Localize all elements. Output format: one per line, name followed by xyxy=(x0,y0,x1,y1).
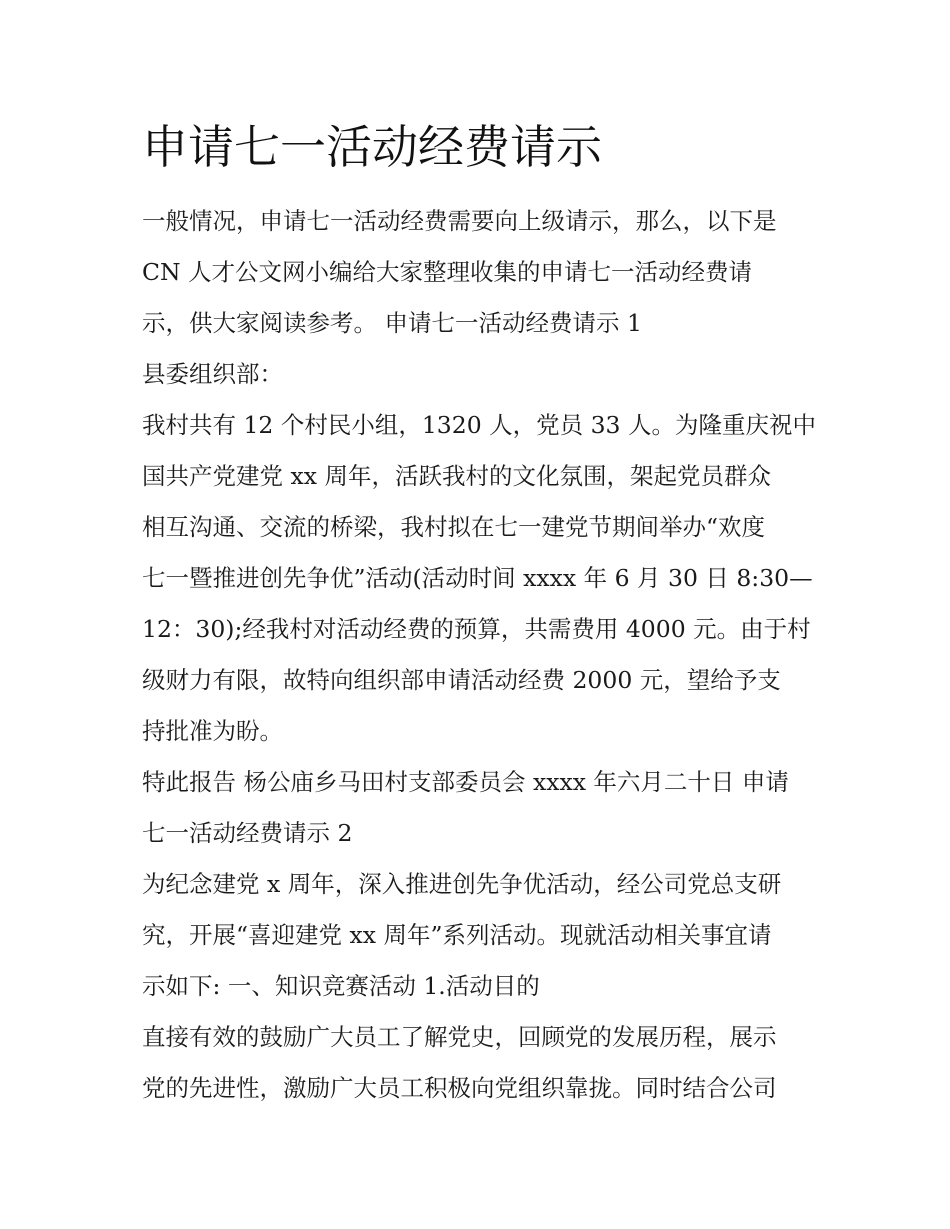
body-line: 究，开展“喜迎建党 xx 周年”系列活动。现就活动相关事宜请 xyxy=(142,921,772,949)
document-body xyxy=(142,196,822,1114)
body-line: 七一暨推进创先争优”活动(活动时间 xxxx 年 6 月 30 日 8:30— xyxy=(142,564,813,592)
body-line: 我村共有 12 个村民小组，1320 人，党员 33 人。为隆重庆祝中 xyxy=(142,411,816,439)
body-line: 持批准为盼。 xyxy=(142,717,283,745)
body-line: 为纪念建党 x 周年，深入推进创先争优活动，经公司党总支研 xyxy=(142,870,782,898)
body-line: 级财力有限，故特向组织部申请活动经费 2000 元，望给予支 xyxy=(142,666,781,694)
body-line: 国共产党建党 xx 周年，活跃我村的文化氛围，架起党员群众 xyxy=(142,462,771,490)
body-line: 12：30);经我村对活动经费的预算，共需费用 4000 元。由于村 xyxy=(142,615,811,643)
body-line: 七一活动经费请示 2 xyxy=(142,819,353,847)
body-line: 示如下: 一、知识竞赛活动 1.活动目的 xyxy=(142,972,540,1000)
body-line: 一般情况，申请七一活动经费需要向上级请示，那么，以下是 xyxy=(142,207,777,235)
body-line: CN 人才公文网小编给大家整理收集的申请七一活动经费请 xyxy=(142,258,753,286)
body-line: 示，供大家阅读参考。 申请七一活动经费请示 1 xyxy=(142,309,642,337)
body-line: 党的先进性，激励广大员工积极向党组织靠拢。同时结合公司 xyxy=(142,1074,777,1102)
body-line: 相互沟通、交流的桥梁，我村拟在七一建党节期间举办“欢度 xyxy=(142,513,766,541)
document-title: 申请七一活动经费请示 xyxy=(142,120,602,174)
body-line: 县委组织部： xyxy=(142,360,283,388)
body-line: 特此报告 杨公庙乡马田村支部委员会 xxxx 年六月二十日 申请 xyxy=(142,768,789,796)
body-line: 直接有效的鼓励广大员工了解党史，回顾党的发展历程，展示 xyxy=(142,1023,777,1051)
